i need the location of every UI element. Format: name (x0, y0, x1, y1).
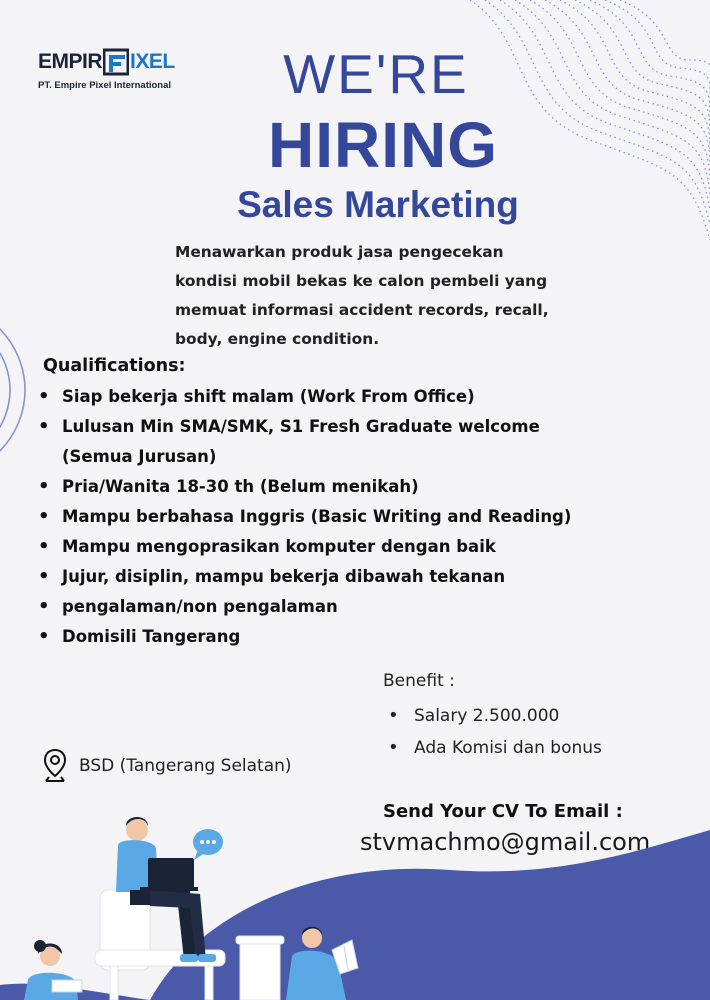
qualification-item: • Jujur, disiplin, mampu bekerja dibawah tekanan (38, 562, 578, 592)
qualification-item: • Pria/Wanita 18-30 th (Belum menikah) (38, 472, 578, 502)
headline-hiring: HIRING (268, 109, 498, 181)
cv-cta: Send Your CV To Email : (383, 801, 623, 822)
qualification-item: • Siap bekerja shift malam (Work From Office) (38, 382, 578, 412)
qualification-item: • Mampu berbahasa Inggris (Basic Writing and Reading) (38, 502, 578, 532)
qualification-item: • Mampu mengoprasikan komputer dengan baik (38, 532, 578, 562)
qualification-item: • Domisili Tangerang (38, 622, 578, 652)
qualifications-title: Qualifications: (43, 356, 186, 376)
location-text: BSD (Tangerang Selatan) (79, 756, 292, 776)
job-description: Menawarkan produk jasa pengecekan kondisi mobil bekas ke calon pembeli yang memuat informasi accident records, recall, body, engine condition. (175, 243, 549, 348)
qualification-item: • pengalaman/non pengalaman (38, 592, 578, 622)
benefit-list (388, 700, 602, 764)
blue-wave-shape (150, 830, 710, 1000)
chat-bubble-icon (193, 829, 223, 860)
location (43, 748, 292, 784)
contact-email[interactable]: stvmachmo@gmail.com (360, 828, 651, 856)
team-illustration (0, 790, 710, 1000)
qualification-item: • Lulusan Min SMA/SMK, S1 Fresh Graduate welcome (Semua Jurusan) (38, 412, 578, 472)
job-title: Sales Marketing (237, 184, 519, 225)
benefit-item: • Salary 2.500.000 (388, 700, 602, 732)
location-pin-icon (43, 748, 67, 784)
arc-lines-decoration (0, 300, 40, 480)
benefit-item: • Ada Komisi dan bonus (388, 732, 602, 764)
headline-were: WE'RE (283, 43, 469, 105)
qualifications-list (38, 382, 578, 652)
company-name: PT. Empire Pixel International (38, 80, 172, 91)
logo-text-suffix: IXEL (130, 50, 175, 73)
logo-text-prefix: EMPIR (38, 50, 103, 73)
benefit-title: Benefit : (383, 671, 455, 691)
